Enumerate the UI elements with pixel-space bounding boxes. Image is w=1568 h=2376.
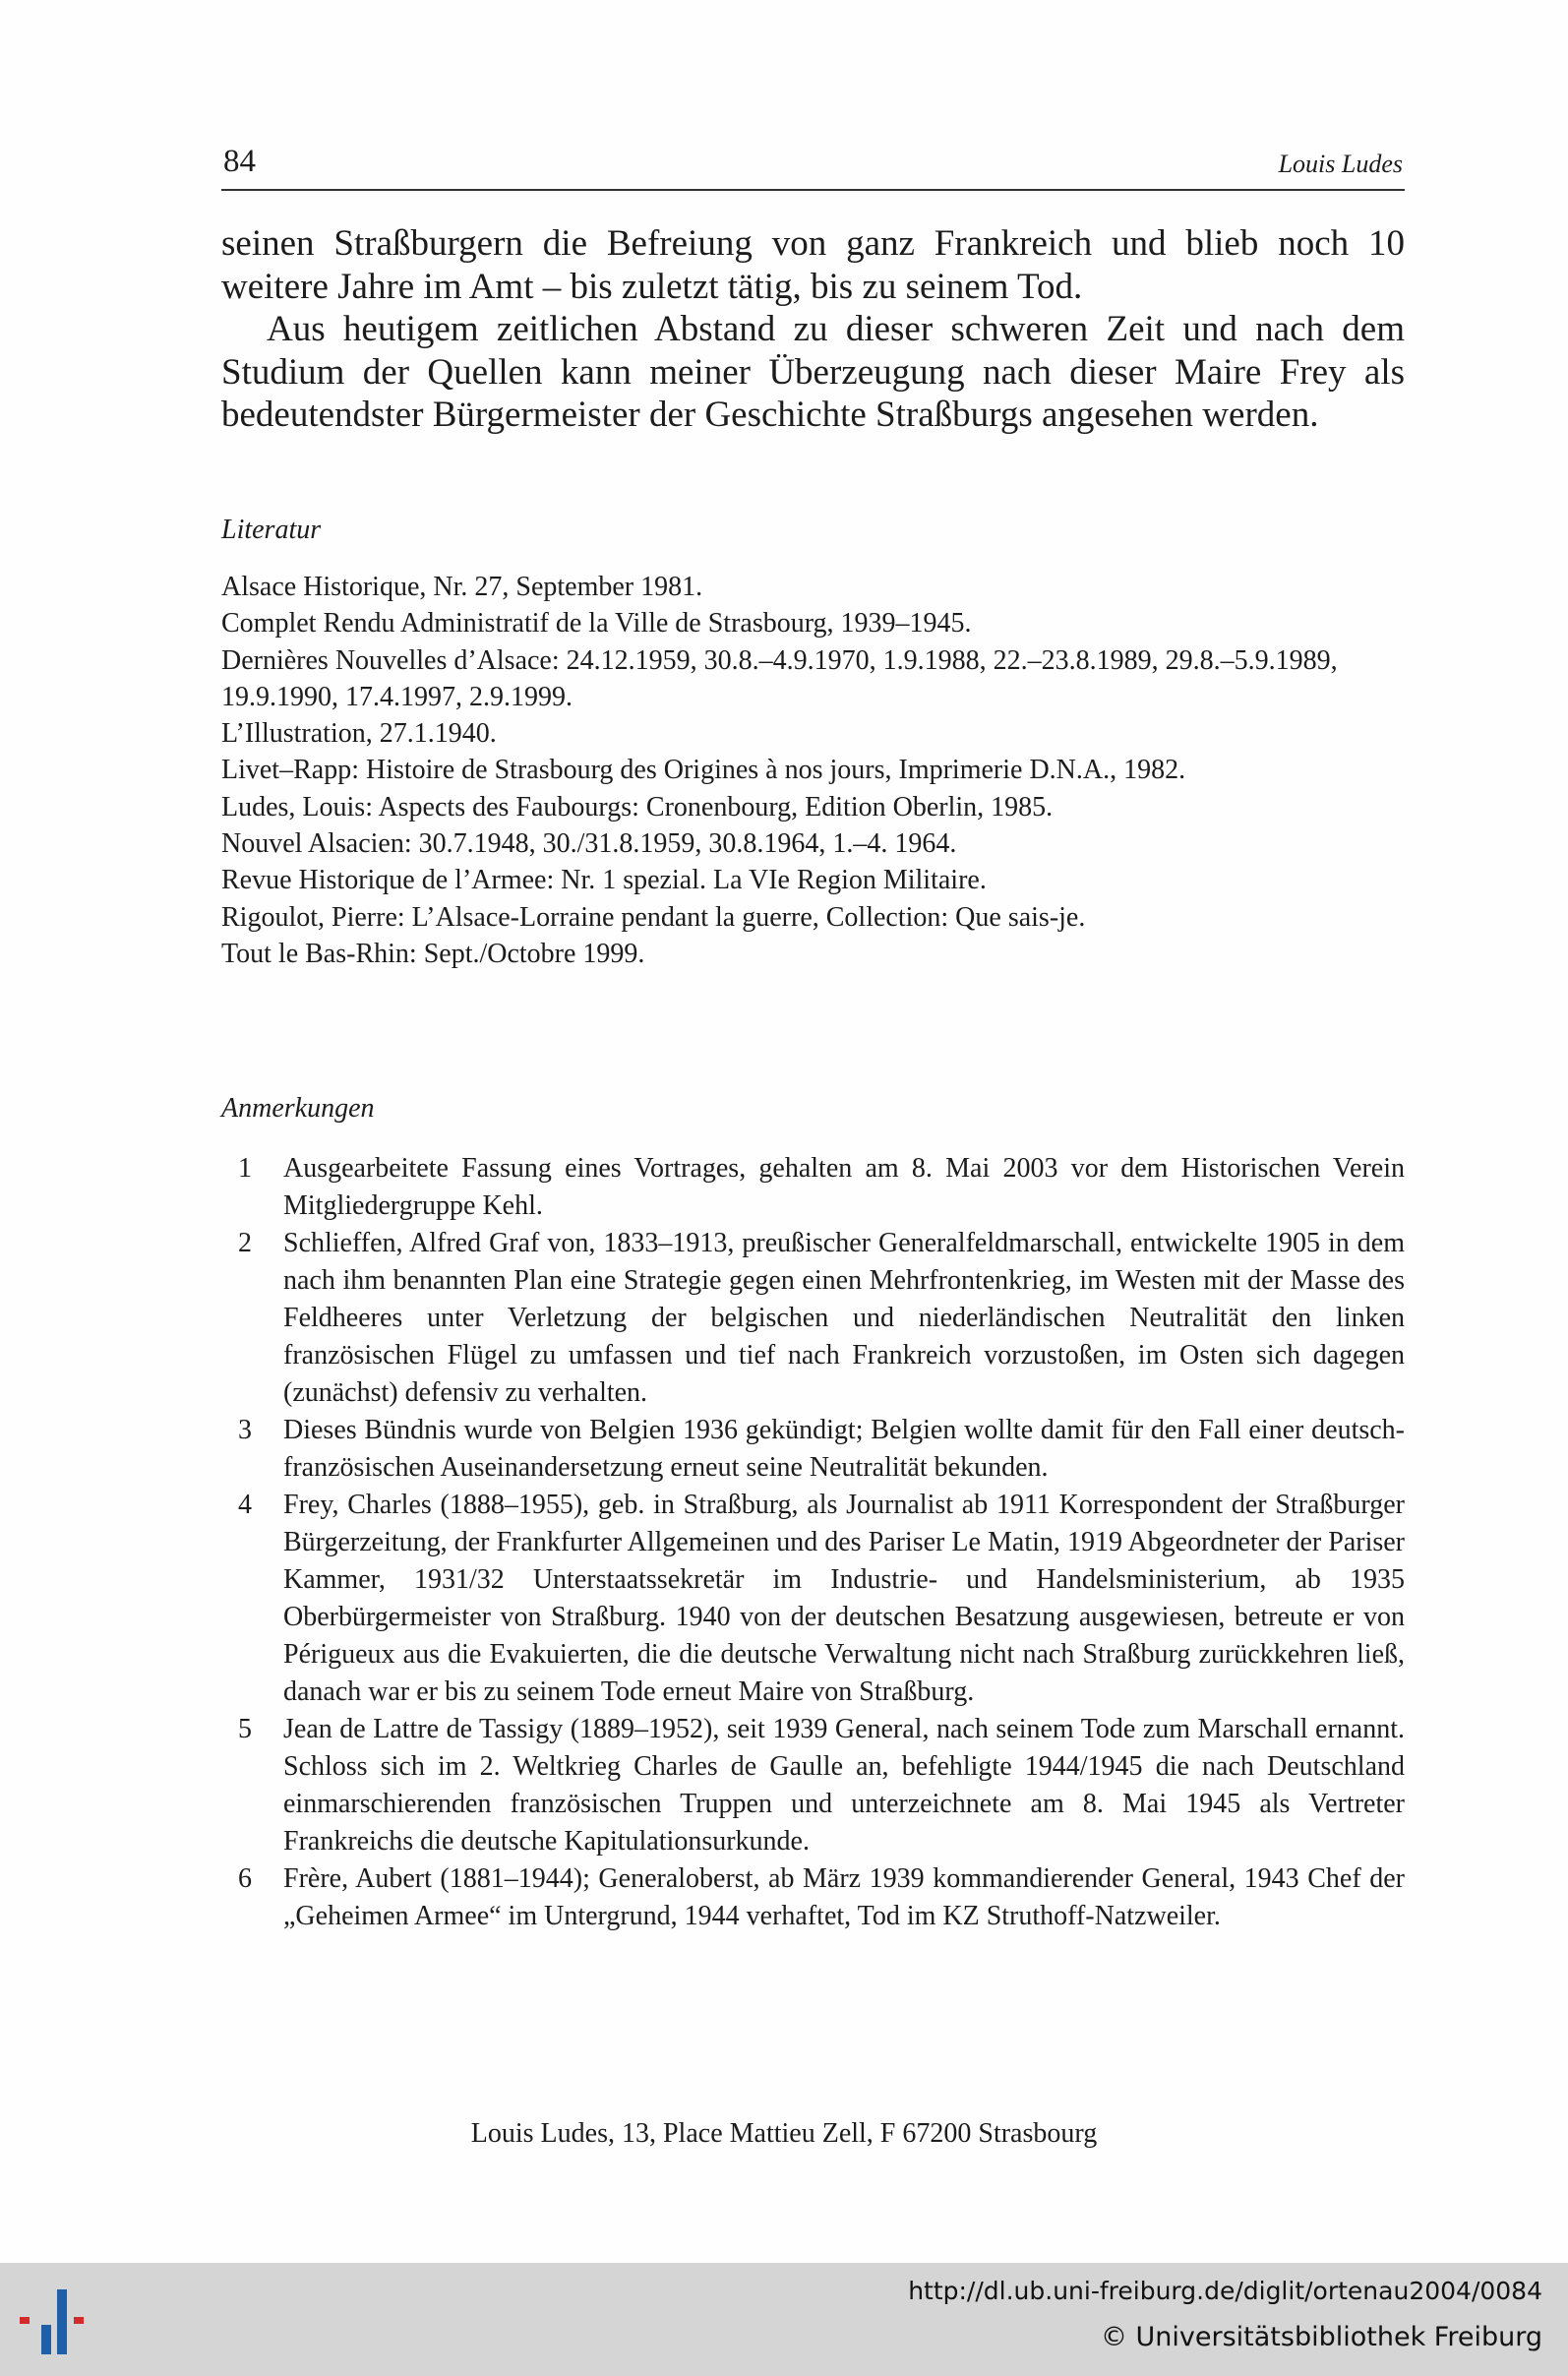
literature-entry: Livet–Rapp: Histoire de Strasbourg des Origines à nos jours, Imprimerie D.N.A., 1982. [221, 755, 1186, 786]
ub-freiburg-logo-icon [20, 2280, 98, 2366]
footnote-text: Schlieffen, Alfred Graf von, 1833–1913, preußischer Generalfeldmarschall, entwickelte 1905 in dem nach ihm benannten Plan eine Strategie gegen einen Mehrfrontenkrieg, im Westen mit der Masse des Feldheeres unter Verletzung der belgischen und niederländischen Neutralität den linken französischen Flügel zu umfassen und tief nach Frankreich vorzustoßen, im Osten sich dagegen (zunächst) defensiv zu verhalten. [283, 1228, 1405, 1408]
footnote-number: 5 [238, 1714, 252, 1744]
footnote-number: 4 [238, 1490, 252, 1520]
footnote-item [221, 1860, 1405, 1935]
literature-entry: Ludes, Louis: Aspects des Faubourgs: Cronenbourg, Edition Oberlin, 1985. [221, 791, 1054, 822]
footnote-number: 1 [238, 1153, 252, 1184]
literature-heading: Literatur [221, 515, 322, 545]
literature-entry: Rigoulot, Pierre: L’Alsace-Lorraine pendant la guerre, Collection: Que sais-je. [221, 901, 1086, 933]
page-header [221, 138, 1405, 191]
body-paragraph: seinen Straßburgern die Befreiung von ganz Frankreich und blieb noch 10 weitere Jahre im Amt – bis zuletzt tätig, bis zu seinem Tod. [221, 223, 1405, 307]
literature-entry: Dernières Nouvelles d’Alsace: 24.12.1959, 30.8.–4.9.1970, 1.9.1988, 22.–23.8.1989, 29.8.–5.9.1989, 19.9.1990, 17.4.1997, 2.9.1999. [221, 644, 1338, 712]
notes-heading: Anmerkungen [221, 1093, 375, 1124]
footnote-item [221, 1487, 1405, 1711]
footnote-item [221, 1412, 1405, 1487]
footnote-item [221, 1711, 1405, 1860]
running-head: Louis Ludes [1278, 150, 1403, 178]
footnote-item [221, 1225, 1405, 1412]
literature-entry: Tout le Bas-Rhin: Sept./Octobre 1999. [221, 938, 645, 969]
literature-list [221, 569, 1405, 972]
footnote-text: Jean de Lattre de Tassigy (1889–1952), seit 1939 General, nach seinem Tode zum Marschall ernannt. Schloss sich im 2. Weltkrieg Charles de Gaulle an, befehligte 1944/1945 die nach Deutschland einmarschierenden französischen Truppen und unterzeichnete am 8. Mai 1945 als Vertreter Frankreichs die deutsche Kapitulationsurkunde. [283, 1714, 1405, 1857]
footnote-number: 2 [238, 1228, 252, 1258]
literature-entry: Revue Historique de l’Armee: Nr. 1 spezial. La VIe Region Militaire. [221, 865, 987, 896]
footnote-number: 6 [238, 1863, 252, 1894]
literature-entry: Alsace Historique, Nr. 27, September 1981. [221, 572, 703, 602]
footer-bar [0, 2263, 1568, 2376]
literature-entry: L’Illustration, 27.1.1940. [221, 718, 497, 750]
footnote-text: Frey, Charles (1888–1955), geb. in Straßburg, als Journalist ab 1911 Korrespondent der Straßburger Bürgerzeitung, der Frankfurter Allgemeinen und des Pariser Le Matin, 1919 Abgeordneter der Pariser Kammer, 1931/32 Unterstaatssekretär im Industrie- und Handelsministerium, ab 1935 Oberbürgermeister von Straßburg. 1940 von der deutschen Besatzung ausgewiesen, betreute er von Périgueux aus die Evakuierten, die die deutsche Verwaltung nicht nach Straßburg zurückkehren ließ, danach war er bis zu seinem Tode erneut Maire von Straßburg. [283, 1490, 1405, 1707]
footnote-text: Dieses Bündnis wurde von Belgien 1936 gekündigt; Belgien wollte damit für den Fall einer deutsch-französischen Auseinandersetzung erneut seine Neutralität bekunden. [283, 1415, 1405, 1483]
literature-entry: Complet Rendu Administratif de la Ville de Strasbourg, 1939–1945. [221, 608, 972, 640]
footnote-item [221, 1150, 1405, 1225]
author-address: Louis Ludes, 13, Place Mattieu Zell, F 67200 Strasbourg [470, 2118, 1098, 2149]
footnote-number: 3 [238, 1415, 252, 1445]
page-number: 84 [223, 144, 256, 179]
footer-copyright: © Universitätsbibliothek Freiburg [1100, 2322, 1542, 2352]
footnote-text: Ausgearbeitete Fassung eines Vortrages, gehalten am 8. Mai 2003 vor dem Historischen Verein Mitgliedergruppe Kehl. [283, 1153, 1405, 1221]
body-paragraph: Aus heutigem zeitlichen Abstand zu dieser schweren Zeit und nach dem Studium der Quellen kann meiner Überzeugung nach dieser Maire Frey als bedeutendster Bürgermeister der Geschichte Straßburgs angesehen werden. [221, 309, 1405, 435]
body-text [221, 222, 1405, 437]
notes-list [221, 1150, 1405, 1935]
footnote-text: Frère, Aubert (1881–1944); Generaloberst, ab März 1939 kommandierender General, 1943 Chef der „Geheimen Armee“ im Untergrund, 1944 verhaftet, Tod im KZ Struthoff-Natzweiler. [283, 1863, 1405, 1931]
literature-entry: Nouvel Alsacien: 30.7.1948, 30./31.8.1959, 30.8.1964, 1.–4. 1964. [221, 828, 957, 860]
footer-url-link[interactable]: http://dl.ub.uni-freiburg.de/diglit/ortenau2004/0084 [908, 2277, 1542, 2305]
